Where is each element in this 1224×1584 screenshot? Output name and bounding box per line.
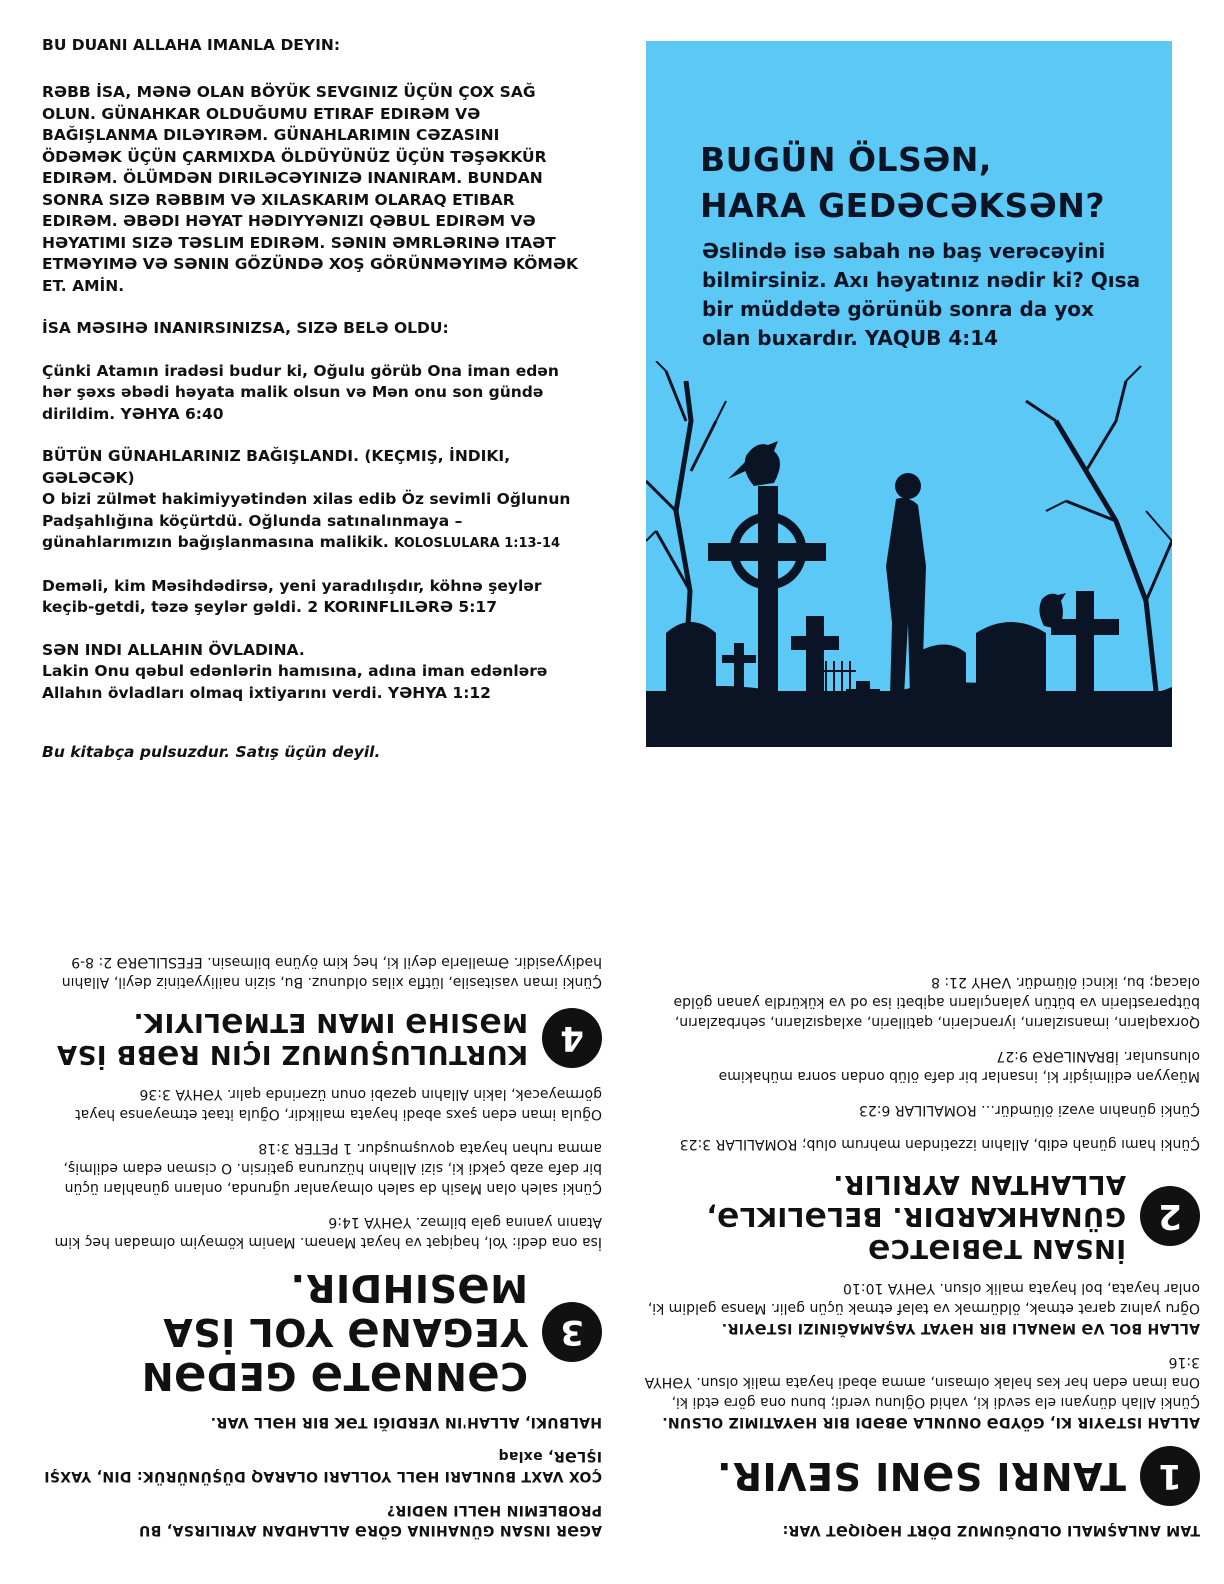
section-1-title: TANRI SƏNI SEVIR. <box>716 1454 1126 1498</box>
section-2-verse-1: Çünki hamı günah edib, Allahın izzətindən məhrum olub; ROMALILAR 3:23 <box>679 1136 1200 1152</box>
section-1-statement-2: ALLAH BOL VƏ MƏNALI BIR HƏYAT YAŞAMAĞINIZI ISTƏYIR. <box>721 1320 1200 1336</box>
common-ways: ÇOX VAXT BUNLARI HƏLL YOLLARI OLARAQ DÜŞÜNÜRÜK: DIN, YAXŞI IŞLƏR, əxlaq <box>44 1448 602 1484</box>
prayer-text: RƏBB İSA, MƏNƏ OLAN BÖYÜK SEVGINIZ ÜÇÜN ÇOX SAĞ OLUN. GÜNAHKAR OLDUĞUMU ETIRAF EDIRƏM VƏ BAĞIŞLANMA DILƏYIRƏM. GÜNAHLARIMIN CƏZASINI ÖDƏMƏK ÜÇÜN ÇARMIXDA ÖLDÜYÜNÜZ ÜÇÜN TƏŞƏKKÜR EDIRƏM. ÖLÜMDƏN DIRILƏCƏYINIZƏ INANIRAM. BUNDAN SONRA SIZƏ RƏBBIM VƏ XILASKARIM OLARAQ ETIBAR EDIRƏM. ƏBƏDI HƏYAT HƏDIYYƏNIZI QƏBUL EDIRƏM VƏ HƏYATIMI SIZƏ TƏSLIM EDIRƏM. SƏNIN ƏMRLƏRINƏ ITAƏT ETMƏYIMƏ VƏ SƏNIN GÖZÜNDƏ XOŞ GÖRÜNMƏYIMƏ KÖMƏK ET. AMİN. <box>42 83 578 295</box>
section-2-verse-2: Çünki günahın əvəzi ölümdür… ROMALILAR 6:23 <box>858 1102 1200 1118</box>
section-3-header <box>42 1266 602 1398</box>
section-2-title: İNSAN TƏBIƏTCƏ GÜNAHKARDIR. BELƏLIKLƏ, ALLAHTAN AYRILIR. <box>706 1169 1126 1263</box>
cover-verse: Əslində isə sabah nə baş verəcəyini bilmirsiniz. Axı həyatınız nədir ki? Qısa bir müddətə görünüb sonra da yox olan buxardır. YAQUB 4:14 <box>702 239 1141 350</box>
believe-heading: İSA MƏSIHƏ INANIRSINIZSA, SIZƏ BELƏ OLDU: <box>42 319 449 337</box>
section-1-statement: ALLAH ISTƏYIR KI, GÖYDƏ ONUNLA ƏBƏDI BIR HƏYATIMIZ OLSUN. <box>662 1414 1200 1430</box>
section-2-verse-3: Müəyyən edilmişdir ki, insanlar bir dəfə ölüb ondan sonra mühakimə olunsunlar. İBRANILƏRƏ 9:27 <box>718 1048 1200 1084</box>
left-page-upside-down <box>42 800 602 1540</box>
section-3-verse-3: Oğula iman edən şəxs əbədi həyata malikdir, Oğula itaət etməyənsə həyat görməyəcək, lakin Allahın qəzəbi onun üzərində qalır. YƏHYA 3:36 <box>75 1086 602 1122</box>
graveyard-silhouette-illustration <box>646 361 1172 747</box>
prayer-panel <box>42 36 582 777</box>
forgiven-text <box>42 489 582 555</box>
section-2-verse-4: Qorxaqların, imansızların, iyrənclərin, qatillərin, əxlaqsızların, sehrbazların, bütpərəstlərin və bütün yalançıların aqibəti isə od və kükürdlə yanan göldə olacaq; bu, ikinci ölümdür. VƏHY 21: 8 <box>673 974 1200 1030</box>
section-1-verse: Çünki Allah dünyanı elə sevdi ki, vahid Oğlunu verdi; bunu ona görə etdi ki, Ona iman edən hər kəs həlak olmasın, amma əbədi həyata malik olsun. YƏHYA 3:16 <box>644 1354 1200 1410</box>
prayer-heading: BU DUANI ALLAHA IMANLA DEYIN: <box>42 36 341 54</box>
solution-question: AGƏR INSAN GÜNAHINA GÖRƏ ALLAHDAN AYRILIRSA, BU PROBLEMIN HƏLLI NƏDIR? <box>138 1502 602 1538</box>
child-heading: SƏN INDI ALLAHIN ÖVLADINA. <box>42 640 305 659</box>
section-4-verse: Çünki iman vasitəsilə, lütflə xilas oldunuz. Bu, sizin nailiyyətiniz deyil, Allahın hədiyyəsidir. Əməllərlə deyil ki, heç kim öyünə bilməsin. EFESLILƏRƏ 2: 8-9 <box>61 954 602 990</box>
only-solution: HALBUKI, ALLAH'IN VERDIĞI TƏK BIR HƏLL VAR. <box>210 1414 602 1430</box>
forgiven-heading: BÜTÜN GÜNAHLARINIZ BAĞIŞLANDI. (KEÇMIŞ, İNDIKI, GƏLƏCƏK) <box>42 447 511 487</box>
section-2-header <box>640 1168 1200 1264</box>
section-1-verse-2: Oğru yalnız qarət etmək, öldürmək və tələf etmək üçün gəlir. Mənsə gəldim ki, onlar həyata, bol həyata malik olsun. YƏHYA 10:10 <box>647 1280 1200 1316</box>
section-2-number: 2 <box>1140 1186 1200 1246</box>
free-note: Bu kitabça pulsuzdur. Satış üçün deyil. <box>42 743 381 761</box>
section-3-verse-2: Çünki saleh olan Məsih də saleh olmayanlar uğrunda, onların günahları üçün bir dəfə əzab çəkdi ki, sizi Allahın hüzuruna gətirsin. O cismən edam edilmiş, amma ruhən həyata qovuşmuşdur. 1 PETER 3:18 <box>63 1140 602 1196</box>
right-page-upside-down <box>640 800 1200 1540</box>
forgiven-ref: KOLOSLULARA 1:13-14 <box>394 536 561 551</box>
section-1-header <box>640 1446 1200 1506</box>
forgiven-verse: O bizi zülmət hakimiyyətindən xilas edib Öz sevimli Oğlunun Padşahlığına köçürtdü. Oğlunda satınalınmaya – günahlarımızın bağışlanmasına malikik. <box>42 490 571 551</box>
child-verse: Lakin Onu qəbul edənlərin hamısına, adına iman edənlərə Allahın övladları olmaq ixtiyarını verdi. YƏHYA 1:12 <box>42 662 548 702</box>
section-3-title: CƏNNƏTƏ GEDƏN YEGANƏ YOL İSA MƏSIHDIR. <box>141 1266 528 1398</box>
section-1-number: 1 <box>1140 1446 1200 1506</box>
section-4-title: KURTULUŞUMUZ IÇIN RƏBB İSA MƏSIHƏ IMAN ETMƏLIYIK. <box>56 1007 528 1069</box>
four-truths-intro: TAM ANLAŞMALI OLDUĞUMUZ DÖRT HƏQIQƏT VAR: <box>782 1522 1200 1538</box>
cover-title-line1: BUGÜN ÖLSƏN, <box>700 140 992 179</box>
section-4-header <box>42 1006 602 1070</box>
believe-verse: Çünki Atamın iradəsi budur ki, Oğulu görüb Ona iman edən hər şəxs əbədi həyata malik olsun və Mən onu son gündə dirildim. YƏHYA 6:40 <box>42 361 559 423</box>
cover-panel <box>646 41 1172 747</box>
section-3-verse-1: İsa ona dedi: Yol, həqiqət və həyat Mənəm. Mənim köməyim olmadan heç kim Atanın yanına gələ bilməz. YƏHYA 14:6 <box>54 1214 602 1250</box>
cover-title <box>700 137 1105 229</box>
section-4-number: 4 <box>542 1008 602 1068</box>
cover-title-line2: HARA GEDƏCƏKSƏN? <box>700 186 1105 225</box>
section-3-number: 3 <box>542 1302 602 1362</box>
new-creation-verse: Deməli, kim Məsihdədirsə, yeni yaradılışdır, köhnə şeylər keçib-getdi, təzə şeylər gəldi. 2 KORINFLILƏRƏ 5:17 <box>42 576 542 616</box>
